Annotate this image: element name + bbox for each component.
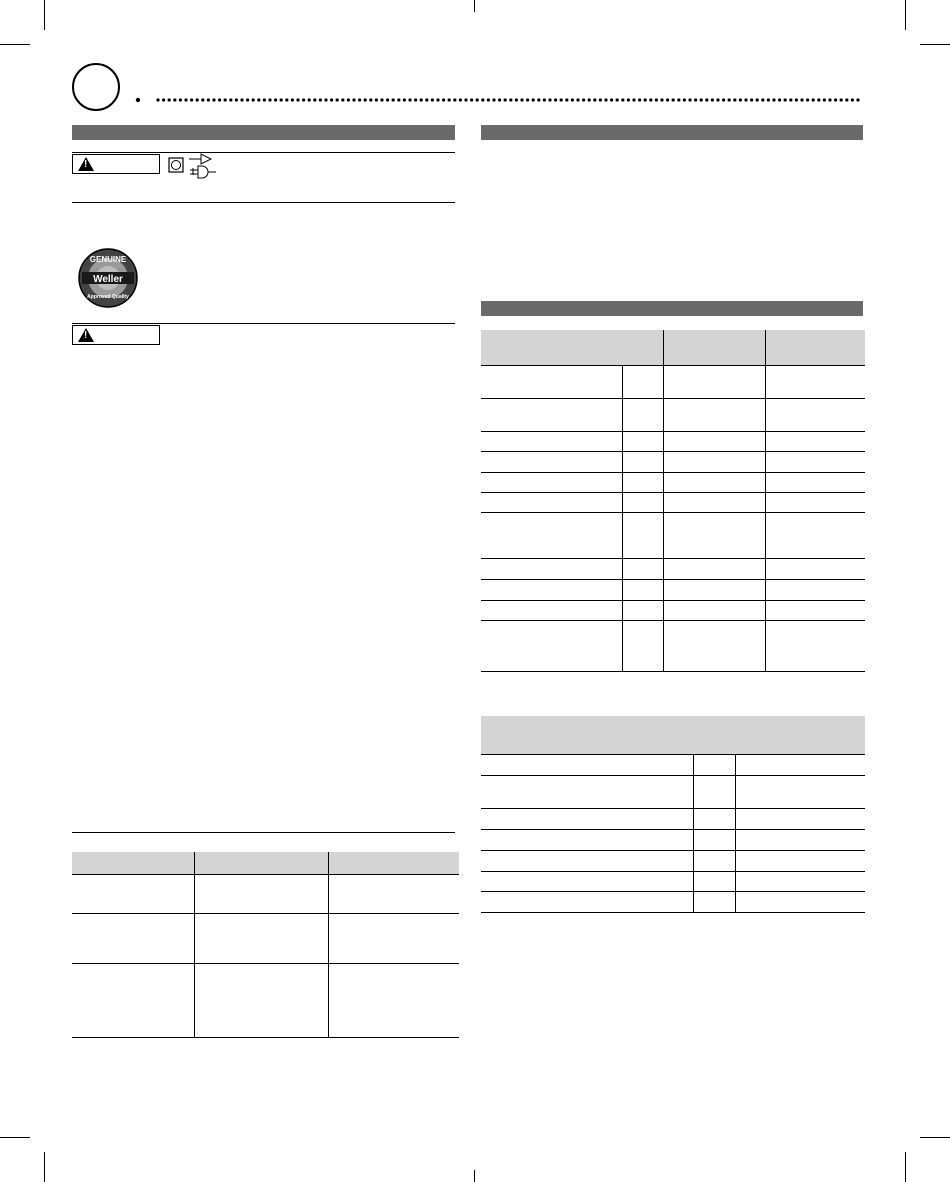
section-rule: [72, 202, 455, 203]
table-row: [481, 620, 865, 671]
warning-box: [72, 154, 160, 174]
power-plug-icon: [168, 152, 220, 182]
table-header-cell: [765, 330, 865, 365]
table-row: [481, 829, 865, 850]
crop-mark: [920, 1137, 950, 1138]
table-row: [481, 398, 865, 431]
genuine-weller-logo: [74, 247, 142, 309]
table-row: [481, 775, 865, 808]
table-row: [481, 492, 865, 512]
table-row: [481, 579, 865, 600]
table-row: [481, 850, 865, 871]
table-row: [481, 754, 865, 775]
table-row: [481, 891, 865, 912]
right-section-header-2: [481, 301, 863, 316]
right-table-2: [481, 716, 865, 913]
logo-bottom-text: Approved Quality: [87, 294, 129, 300]
table-row: [481, 365, 865, 398]
language-badge: [72, 63, 120, 111]
technical-data-table: [481, 330, 865, 672]
table-row: [481, 558, 865, 579]
warning-triangle-icon: [78, 157, 94, 171]
warning-triangle-icon: [78, 328, 94, 342]
table-row: [72, 963, 459, 1037]
warning-rule: [72, 152, 455, 153]
table-row: [481, 808, 865, 829]
crop-mark: [474, 0, 475, 12]
crop-mark: [44, 1152, 45, 1182]
logo-top-text: GENUINE: [89, 255, 127, 264]
table-row: [481, 512, 865, 558]
crop-mark: [920, 44, 950, 45]
crop-mark: [0, 44, 30, 45]
table-row: [481, 451, 865, 472]
logo-brand: Weller: [93, 274, 123, 285]
right-section-header-1: [481, 125, 863, 140]
crop-mark: [44, 0, 45, 30]
warning-box: [72, 325, 160, 345]
table-row: [72, 913, 459, 963]
table-row: [481, 600, 865, 620]
crop-mark: [905, 0, 906, 30]
table-header-cell: [72, 852, 194, 874]
crop-mark: [0, 1137, 30, 1138]
table-row: [481, 472, 865, 492]
warning-rule: [72, 323, 455, 324]
table-header-cell: [481, 716, 865, 754]
table-header-cell: [481, 330, 663, 365]
left-table: [72, 852, 459, 1038]
left-section-header-1: [72, 125, 455, 140]
section-rule: [72, 832, 455, 833]
table-row: [72, 874, 459, 913]
crop-mark: [905, 1152, 906, 1182]
crop-mark: [474, 1170, 475, 1182]
table-header-cell: [663, 330, 765, 365]
table-row: [481, 871, 865, 891]
table-header-cell: [328, 852, 459, 874]
header-dotted-rule: [134, 96, 866, 104]
table-header-cell: [194, 852, 328, 874]
table-row: [481, 431, 865, 451]
